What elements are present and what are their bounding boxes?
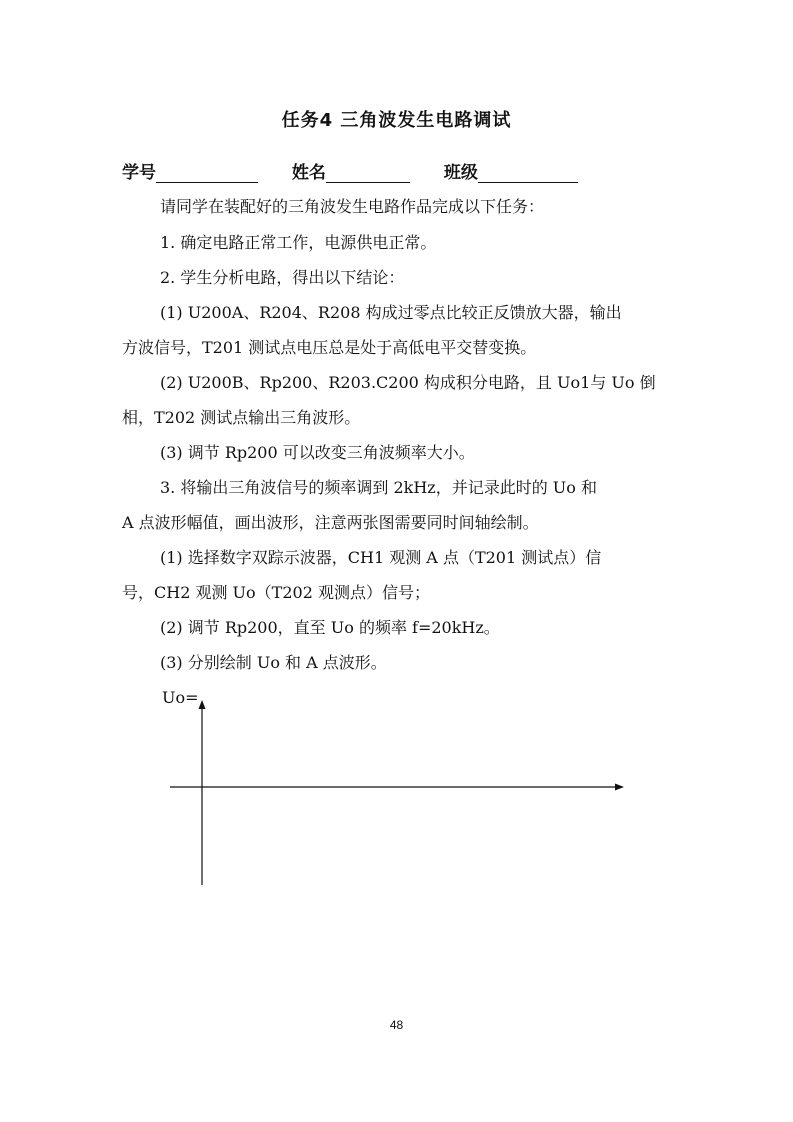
paragraph-line: 请同学在装配好的三角波发生电路作品完成以下任务： [160,197,545,216]
y-axis-arrow [199,700,206,709]
class-label: 班级 [443,163,478,183]
paragraph-line: (2) 调节 Rp200，直至 Uo 的频率 f=20kHz。 [160,618,500,637]
uo-label: Uo= [162,688,199,707]
paragraph-line: (1) U200A、R204、R208 构成过零点比较正反馈放大器，输出 [160,303,622,322]
class-blank[interactable] [478,164,578,183]
paragraph-line: (1) 选择数字双踪示波器，CH1 观测 A 点（T201 测试点）信 [160,548,602,567]
paragraph-line: 1. 确定电路正常工作，电源供电正常。 [160,233,437,252]
paragraph-line: 2. 学生分析电路，得出以下结论： [160,268,405,287]
paragraph-line: A 点波形幅值，画出波形，注意两张图需要同时间轴绘制。 [122,513,539,532]
paragraph-line: (3) 分别绘制 Uo 和 A 点波形。 [160,653,387,672]
page-title: 任务4 三角波发生电路调试 [281,110,512,131]
student-info-row [122,158,578,183]
paragraph-line: 相，T202 测试点输出三角波形。 [122,408,361,427]
x-axis-arrow [615,784,624,791]
name-blank[interactable] [326,164,410,183]
name-label: 姓名 [291,163,326,183]
paragraph-line: 3. 将输出三角波信号的频率调到 2kHz，并记录此时的 Uo 和 [160,478,597,497]
paragraph-line: 方波信号，T201 测试点电压总是处于高低电平交替变换。 [122,338,537,357]
page-number: 48 [389,1018,404,1032]
waveform-axes [150,695,640,895]
student-id-label: 学号 [122,163,156,183]
paragraph-line: (2) U200B、Rp200、R203.C200 构成积分电路，且 Uo1与 Uo 倒 [160,373,656,392]
paragraph-line: 号，CH2 观测 Uo（T202 观测点）信号； [122,583,430,602]
student-id-blank[interactable] [156,164,258,183]
paragraph-line: (3) 调节 Rp200 可以改变三角波频率大小。 [160,443,475,462]
